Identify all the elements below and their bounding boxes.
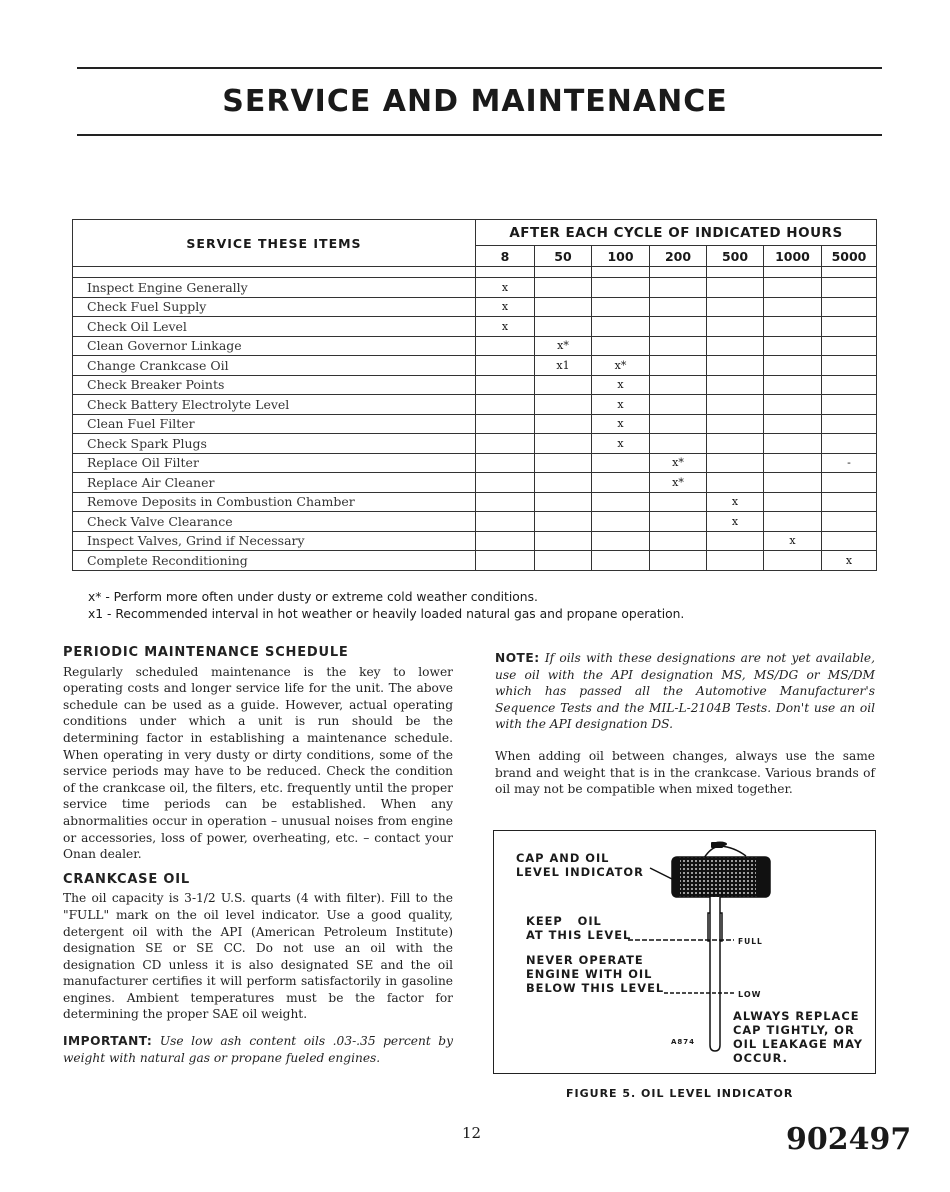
interval-mark-cell: [764, 473, 822, 493]
service-item-label: Clean Governor Linkage: [73, 336, 476, 356]
interval-mark-cell: [650, 375, 707, 395]
interval-mark-cell: -: [822, 453, 877, 473]
interval-mark-cell: [476, 531, 535, 551]
interval-mark-cell: [535, 278, 592, 298]
crankcase-oil-heading: CRANKCASE OIL: [63, 871, 190, 887]
hours-column-header: 100: [592, 246, 650, 267]
interval-mark-cell: [707, 356, 764, 376]
page-number: 12: [462, 1124, 482, 1142]
interval-mark-cell: [650, 278, 707, 298]
interval-mark-cell: [764, 512, 822, 532]
crankcase-oil-text: The oil capacity is 3-1/2 U.S. quarts (4 with filter). Fill to the "FULL" mark on the oil level indicator. Use a good quality, detergent oil with the API (American Petroleum Institute) designation SE or SE CC. Do not use an oil with the designation CD unless it is also designated SE and the oil manufacturer certifies it will perform satisfactorily in gasoline engines. Ambient temperatures must be the factor for determining the proper SAE oil weight.: [63, 891, 453, 1022]
interval-mark-cell: [707, 278, 764, 298]
interval-mark-cell: [822, 375, 877, 395]
interval-mark-cell: [476, 414, 535, 434]
hours-column-header: 8: [476, 246, 535, 267]
table-row: [73, 492, 877, 512]
cap-pointer: [650, 868, 672, 879]
cap-indicator-label: CAP AND OIL LEVEL INDICATOR: [516, 851, 644, 879]
interval-mark-cell: [707, 531, 764, 551]
interval-mark-cell: [707, 317, 764, 337]
right-column: [495, 650, 875, 798]
oil-level-indicator-figure: [493, 830, 876, 1074]
interval-mark-cell: x: [764, 531, 822, 551]
interval-mark-cell: [592, 336, 650, 356]
service-item-label: Remove Deposits in Combustion Chamber: [73, 492, 476, 512]
interval-mark-cell: [476, 492, 535, 512]
table-row: [73, 297, 877, 317]
schedule-body: [73, 267, 877, 571]
dipstick-rod-icon: [708, 897, 722, 1051]
interval-mark-cell: [535, 453, 592, 473]
note-label: NOTE:: [495, 651, 540, 665]
interval-mark-cell: x*: [650, 473, 707, 493]
interval-mark-cell: [822, 395, 877, 415]
service-item-label: Check Valve Clearance: [73, 512, 476, 532]
interval-mark-cell: [592, 453, 650, 473]
service-item-label: Check Oil Level: [73, 317, 476, 337]
interval-mark-cell: [476, 512, 535, 532]
interval-mark-cell: [592, 317, 650, 337]
hours-cycle-header: AFTER EACH CYCLE OF INDICATED HOURS: [476, 220, 877, 246]
interval-mark-cell: [650, 434, 707, 454]
periodic-maintenance-heading: PERIODIC MAINTENANCE SCHEDULE: [63, 645, 349, 660]
hours-column-header: 1000: [764, 246, 822, 267]
table-spacer-row: [73, 267, 877, 278]
low-mark-label: LOW: [738, 990, 762, 999]
table-row: [73, 531, 877, 551]
interval-mark-cell: x: [707, 492, 764, 512]
interval-mark-cell: [822, 492, 877, 512]
service-item-label: Inspect Valves, Grind if Necessary: [73, 531, 476, 551]
table-row: [73, 512, 877, 532]
title-underline-rule: [77, 134, 882, 136]
important-note: [63, 1033, 453, 1066]
interval-mark-cell: [764, 434, 822, 454]
maintenance-schedule-table: [72, 219, 877, 571]
interval-mark-cell: [592, 551, 650, 571]
interval-mark-cell: [764, 375, 822, 395]
interval-mark-cell: [764, 453, 822, 473]
top-rule: [77, 67, 882, 69]
hours-column-header: 5000: [822, 246, 877, 267]
interval-mark-cell: x: [476, 317, 535, 337]
service-item-label: Change Crankcase Oil: [73, 356, 476, 376]
table-row: [73, 336, 877, 356]
table-row: [73, 434, 877, 454]
interval-mark-cell: x*: [592, 356, 650, 376]
interval-mark-cell: [592, 531, 650, 551]
service-item-label: Clean Fuel Filter: [73, 414, 476, 434]
interval-mark-cell: [535, 492, 592, 512]
document-number: 902497: [786, 1122, 912, 1157]
interval-mark-cell: [650, 356, 707, 376]
important-text: Use low ash content oils .03-.35 percent by weight with natural gas or propane fueled engines.: [63, 1034, 453, 1065]
table-row: [73, 551, 877, 571]
interval-mark-cell: [764, 414, 822, 434]
interval-mark-cell: [822, 356, 877, 376]
interval-mark-cell: [476, 356, 535, 376]
service-item-label: Replace Oil Filter: [73, 453, 476, 473]
adding-oil-text: When adding oil between changes, always use the same brand and weight that is in the crankcase. Various brands of oil may not be compatible when mixed together.: [495, 748, 875, 797]
interval-mark-cell: [764, 278, 822, 298]
interval-mark-cell: [707, 336, 764, 356]
interval-mark-cell: [650, 336, 707, 356]
interval-mark-cell: [476, 453, 535, 473]
left-column: [63, 645, 453, 1066]
interval-mark-cell: [476, 336, 535, 356]
interval-mark-cell: x: [592, 375, 650, 395]
interval-mark-cell: [707, 395, 764, 415]
interval-mark-cell: [822, 512, 877, 532]
important-label: IMPORTANT:: [63, 1034, 153, 1049]
table-row: [73, 317, 877, 337]
interval-mark-cell: [650, 297, 707, 317]
interval-mark-cell: [650, 531, 707, 551]
interval-mark-cell: [535, 473, 592, 493]
footnote-dusty: x* - Perform more often under dusty or extreme cold weather conditions.: [88, 590, 538, 604]
interval-mark-cell: [592, 278, 650, 298]
hours-column-header: 50: [535, 246, 592, 267]
interval-mark-cell: [822, 336, 877, 356]
interval-mark-cell: [476, 473, 535, 493]
interval-mark-cell: [764, 317, 822, 337]
keep-oil-label: KEEP OIL AT THIS LEVEL: [526, 914, 632, 942]
interval-mark-cell: [476, 375, 535, 395]
service-item-label: Check Breaker Points: [73, 375, 476, 395]
interval-mark-cell: [476, 395, 535, 415]
interval-mark-cell: [764, 492, 822, 512]
interval-mark-cell: [535, 434, 592, 454]
interval-mark-cell: [822, 317, 877, 337]
interval-mark-cell: x*: [650, 453, 707, 473]
interval-mark-cell: x*: [535, 336, 592, 356]
interval-mark-cell: x: [592, 395, 650, 415]
interval-mark-cell: [650, 317, 707, 337]
interval-mark-cell: [476, 434, 535, 454]
interval-mark-cell: [592, 297, 650, 317]
hours-column-header: 500: [707, 246, 764, 267]
interval-mark-cell: [822, 531, 877, 551]
replace-cap-warning: ALWAYS REPLACE CAP TIGHTLY, OR OIL LEAKAGE MAY OCCUR.: [733, 1009, 864, 1065]
interval-mark-cell: [592, 492, 650, 512]
footnote-hot-weather: x1 - Recommended interval in hot weather or heavily loaded natural gas and propane operation.: [88, 607, 685, 621]
interval-mark-cell: [822, 473, 877, 493]
interval-mark-cell: [707, 434, 764, 454]
table-row: [73, 278, 877, 298]
note-text: If oils with these designations are not yet available, use oil with the API designation MS, MS/DG or MS/DM which has passed all the Automotive Manufacturer's Sequence Tests and the MIL-L-2104B Tests. Don't use an oil with the API designation DS.: [495, 651, 875, 732]
never-operate-label: NEVER OPERATE ENGINE WITH OIL BELOW THIS LEVEL: [526, 953, 665, 995]
interval-mark-cell: x: [476, 297, 535, 317]
interval-mark-cell: [535, 317, 592, 337]
interval-mark-cell: [535, 375, 592, 395]
interval-mark-cell: [535, 531, 592, 551]
service-item-label: Check Spark Plugs: [73, 434, 476, 454]
interval-mark-cell: x1: [535, 356, 592, 376]
service-item-label: Check Battery Electrolyte Level: [73, 395, 476, 415]
interval-mark-cell: [650, 414, 707, 434]
dipstick-cap-icon: [672, 842, 770, 898]
interval-mark-cell: [707, 297, 764, 317]
interval-mark-cell: [822, 414, 877, 434]
interval-mark-cell: [535, 395, 592, 415]
page-title: SERVICE AND MAINTENANCE: [222, 84, 728, 119]
oil-designation-note: [495, 650, 875, 733]
interval-mark-cell: [650, 395, 707, 415]
service-item-label: Replace Air Cleaner: [73, 473, 476, 493]
interval-mark-cell: [707, 414, 764, 434]
table-row: [73, 395, 877, 415]
figure-caption: FIGURE 5. OIL LEVEL INDICATOR: [566, 1087, 794, 1100]
interval-mark-cell: x: [822, 551, 877, 571]
interval-mark-cell: [764, 395, 822, 415]
interval-mark-cell: x: [476, 278, 535, 298]
figure-code: A874: [671, 1038, 696, 1046]
interval-mark-cell: [822, 297, 877, 317]
interval-mark-cell: x: [592, 434, 650, 454]
interval-mark-cell: [535, 512, 592, 532]
interval-mark-cell: [707, 453, 764, 473]
interval-mark-cell: [535, 551, 592, 571]
interval-mark-cell: [764, 336, 822, 356]
full-mark-label: FULL: [738, 937, 763, 946]
periodic-maintenance-text: Regularly scheduled maintenance is the key to lower operating costs and longer service life for the unit. The above schedule can be used as a guide. However, actual operating conditions under which a unit is run should be the determining factor in establishing a maintenance schedule. When operating in very dusty or dirty conditions, some of the service periods may have to be reduced. Check the condition of the crankcase oil, the filters, etc. frequently until the proper service time periods can be established. When any abnormalities occur in operation – unusual noises from engine or accessories, loss of power, overheating, etc. – contact your Onan dealer.: [63, 664, 453, 862]
interval-mark-cell: [535, 414, 592, 434]
items-column-header: SERVICE THESE ITEMS: [73, 220, 476, 267]
interval-mark-cell: x: [707, 512, 764, 532]
table-row: [73, 473, 877, 493]
interval-mark-cell: [764, 551, 822, 571]
interval-mark-cell: [707, 551, 764, 571]
interval-mark-cell: [707, 473, 764, 493]
table-row: [73, 453, 877, 473]
interval-mark-cell: [822, 278, 877, 298]
service-item-label: Check Fuel Supply: [73, 297, 476, 317]
table-row: [73, 356, 877, 376]
service-item-label: Complete Reconditioning: [73, 551, 476, 571]
service-item-label: Inspect Engine Generally: [73, 278, 476, 298]
table-row: [73, 375, 877, 395]
interval-mark-cell: [592, 473, 650, 493]
table-row: [73, 414, 877, 434]
interval-mark-cell: [650, 551, 707, 571]
interval-mark-cell: [592, 512, 650, 532]
interval-mark-cell: [764, 297, 822, 317]
interval-mark-cell: [650, 492, 707, 512]
interval-mark-cell: [535, 297, 592, 317]
interval-mark-cell: [650, 512, 707, 532]
hours-column-header: 200: [650, 246, 707, 267]
interval-mark-cell: [822, 434, 877, 454]
interval-mark-cell: x: [592, 414, 650, 434]
interval-mark-cell: [707, 375, 764, 395]
interval-mark-cell: [476, 551, 535, 571]
interval-mark-cell: [764, 356, 822, 376]
